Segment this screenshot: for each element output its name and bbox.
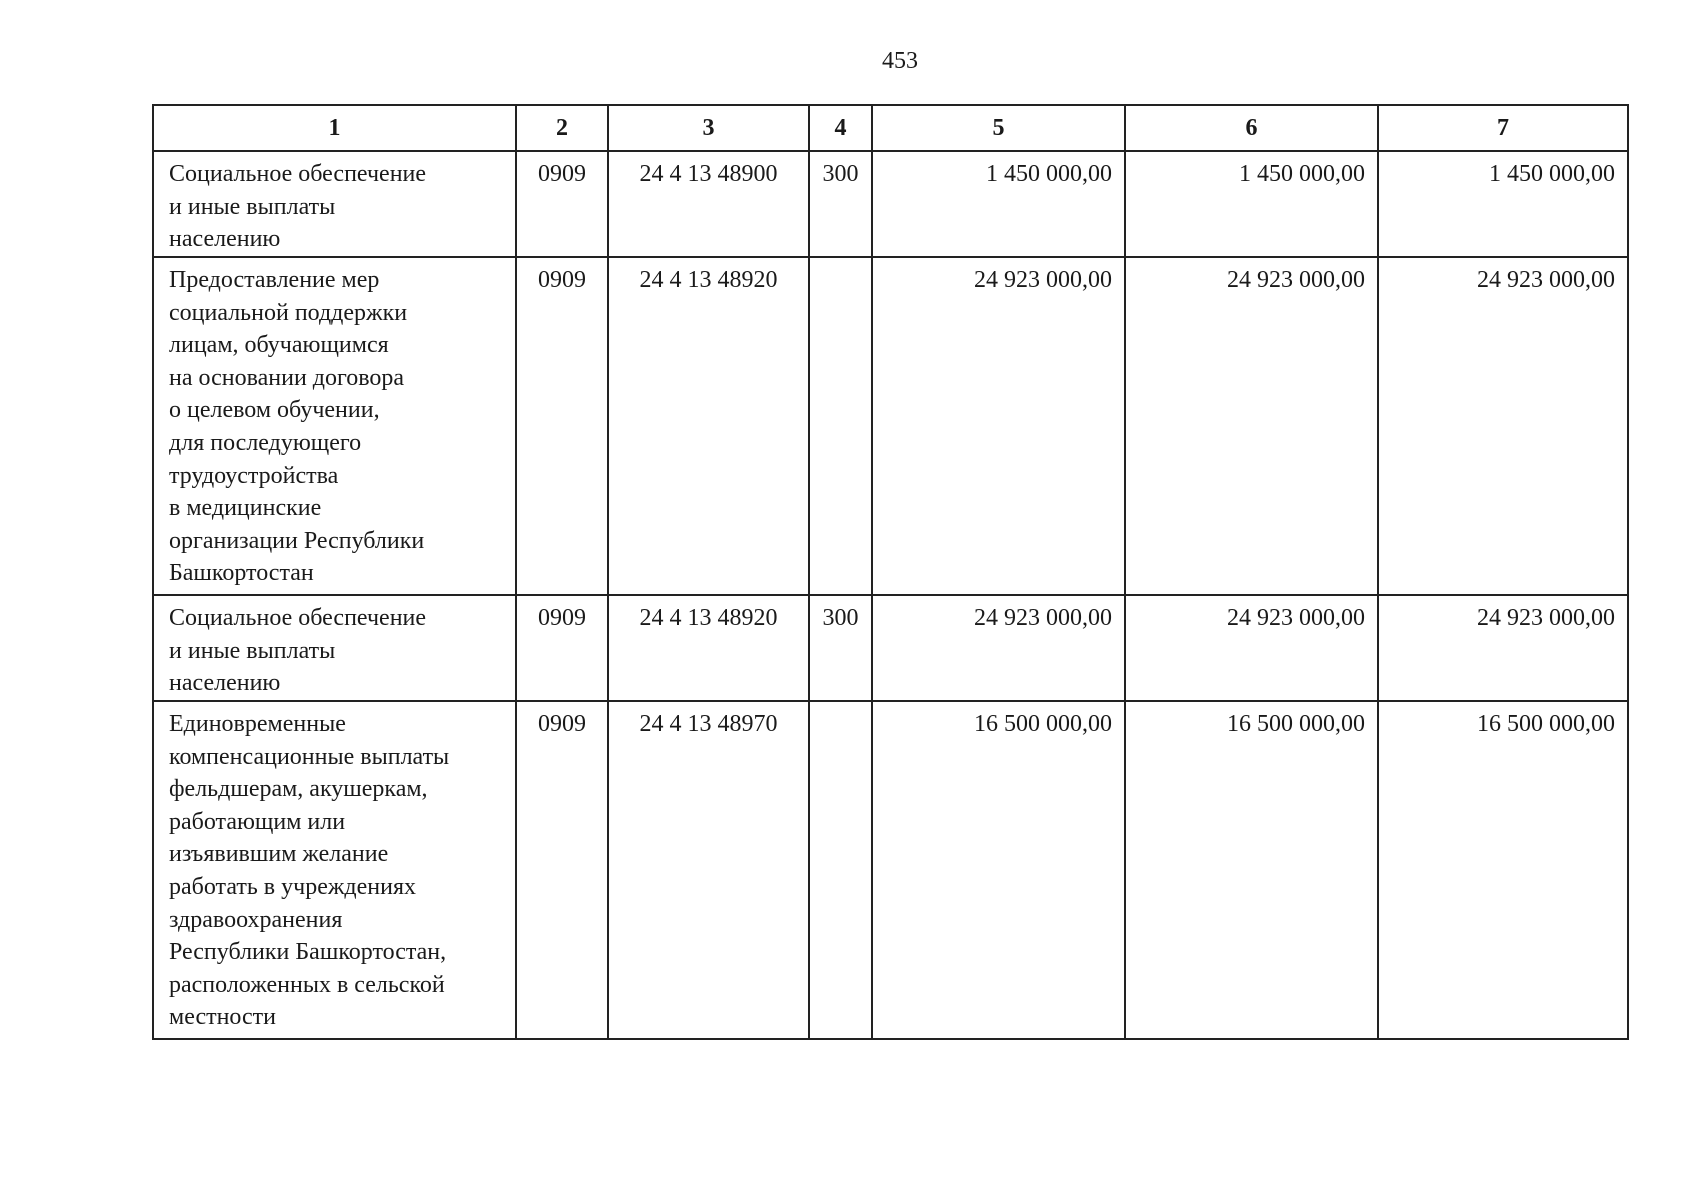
column-header-5: 5 (872, 105, 1125, 151)
row-amount-1: 16 500 000,00 (872, 701, 1125, 1039)
row-section-code: 0909 (516, 257, 608, 595)
table-row (153, 257, 1628, 595)
row-amount-1: 24 923 000,00 (872, 257, 1125, 595)
row-section-code: 0909 (516, 151, 608, 257)
row-amount-3: 24 923 000,00 (1378, 595, 1628, 701)
row-name: Социальное обеспечение и иные выплаты населению (153, 595, 516, 701)
row-amount-2: 24 923 000,00 (1125, 595, 1378, 701)
row-target-code: 24 4 13 48920 (608, 257, 809, 595)
table-row (153, 595, 1628, 701)
row-name: Социальное обеспечение и иные выплаты населению (153, 151, 516, 257)
budget-table (152, 104, 1629, 1040)
table-header-row (153, 105, 1628, 151)
row-amount-2: 24 923 000,00 (1125, 257, 1378, 595)
row-target-code: 24 4 13 48900 (608, 151, 809, 257)
row-target-code: 24 4 13 48970 (608, 701, 809, 1039)
row-amount-2: 1 450 000,00 (1125, 151, 1378, 257)
row-expense-type: 300 (809, 595, 872, 701)
column-header-1: 1 (153, 105, 516, 151)
row-amount-2: 16 500 000,00 (1125, 701, 1378, 1039)
row-expense-type: 300 (809, 151, 872, 257)
row-expense-type (809, 701, 872, 1039)
row-amount-3: 1 450 000,00 (1378, 151, 1628, 257)
column-header-7: 7 (1378, 105, 1628, 151)
row-section-code: 0909 (516, 701, 608, 1039)
table-row (153, 701, 1628, 1039)
row-expense-type (809, 257, 872, 595)
row-name: Единовременные компенсационные выплаты фельдшерам, акушеркам, работающим или изъявившим желание работать в учреждениях здравоохранения Республики Башкортостан, расположенных в сельской местности (153, 701, 516, 1039)
column-header-2: 2 (516, 105, 608, 151)
row-section-code: 0909 (516, 595, 608, 701)
row-amount-1: 24 923 000,00 (872, 595, 1125, 701)
column-header-6: 6 (1125, 105, 1378, 151)
row-name: Предоставление мер социальной поддержки лицам, обучающимся на основании договора о целевом обучении, для последующего трудоустройства в медицинские организации Республики Башкортостан (153, 257, 516, 595)
row-amount-3: 24 923 000,00 (1378, 257, 1628, 595)
column-header-4: 4 (809, 105, 872, 151)
page-number: 453 (882, 48, 918, 74)
column-header-3: 3 (608, 105, 809, 151)
row-amount-3: 16 500 000,00 (1378, 701, 1628, 1039)
row-amount-1: 1 450 000,00 (872, 151, 1125, 257)
table-row (153, 151, 1628, 257)
row-target-code: 24 4 13 48920 (608, 595, 809, 701)
